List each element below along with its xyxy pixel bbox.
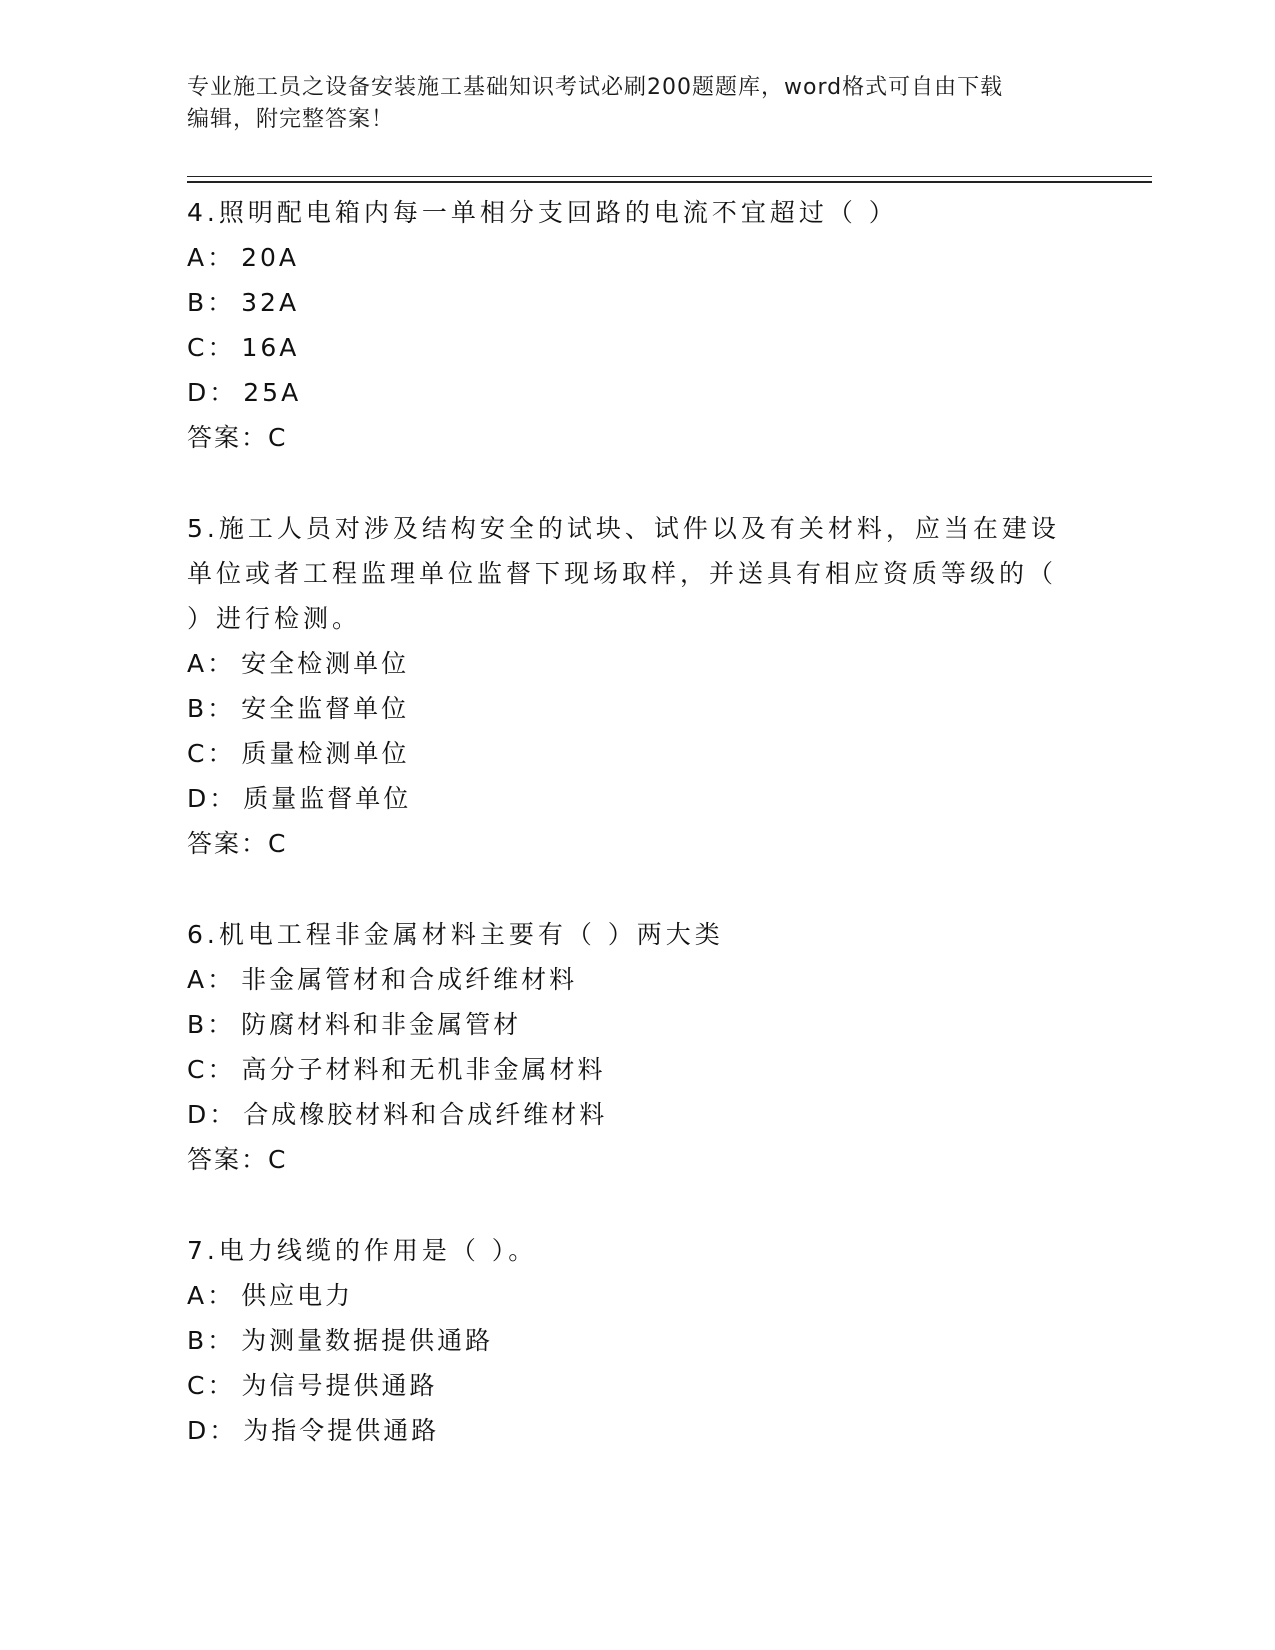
- option-letter: D：: [187, 1100, 238, 1129]
- question-7: [187, 1228, 1067, 1453]
- option-letter: C：: [187, 1371, 236, 1400]
- option-text: 32A: [241, 288, 300, 317]
- header-line-1: 专业施工员之设备安装施工基础知识考试必刷200题题库，word格式可自由下载: [187, 75, 1004, 100]
- option-text: 16A: [241, 333, 300, 362]
- option-text: 供应电力: [241, 1281, 354, 1310]
- option-text: 合成橡胶材料和合成纤维材料: [243, 1100, 608, 1129]
- option-b: [187, 280, 1067, 325]
- option-b: [187, 1318, 1067, 1363]
- question-5: [187, 506, 1067, 866]
- option-text: 25A: [243, 378, 302, 407]
- option-letter: B：: [187, 1326, 236, 1355]
- option-letter: A：: [187, 1281, 236, 1310]
- option-a: [187, 957, 1067, 1002]
- option-letter: A：: [187, 243, 236, 272]
- question-stem: 6.机电工程非金属材料主要有（ ）两大类: [187, 920, 724, 949]
- option-letter: A：: [187, 649, 236, 678]
- question-4: [187, 190, 1067, 460]
- question-stem: 5.施工人员对涉及结构安全的试块、试件以及有关材料，应当在建设单位或者工程监理单位监督下现场取样，并送具有相应资质等级的（ ）进行检测。: [187, 514, 1060, 633]
- option-d: [187, 1092, 1067, 1137]
- option-letter: C：: [187, 333, 236, 362]
- answer-line: 答案：C: [187, 423, 288, 452]
- option-d: [187, 776, 1067, 821]
- option-a: [187, 235, 1067, 280]
- option-d: [187, 370, 1067, 415]
- option-b: [187, 1002, 1067, 1047]
- option-text: 为测量数据提供通路: [241, 1326, 494, 1355]
- header-divider-thin: [187, 176, 1152, 177]
- answer-line: 答案：C: [187, 1145, 288, 1174]
- question-list: [187, 190, 1067, 1499]
- option-text: 质量监督单位: [243, 784, 412, 813]
- question-6: [187, 912, 1067, 1182]
- option-a: [187, 1273, 1067, 1318]
- option-c: [187, 325, 1067, 370]
- option-letter: B：: [187, 1010, 236, 1039]
- option-d: [187, 1408, 1067, 1453]
- option-text: 防腐材料和非金属管材: [241, 1010, 522, 1039]
- option-letter: C：: [187, 1055, 236, 1084]
- option-letter: D：: [187, 1416, 238, 1445]
- option-c: [187, 731, 1067, 776]
- option-letter: D：: [187, 378, 238, 407]
- document-header: [187, 72, 1067, 136]
- option-letter: B：: [187, 288, 236, 317]
- option-c: [187, 1363, 1067, 1408]
- option-b: [187, 686, 1067, 731]
- option-letter: A：: [187, 965, 236, 994]
- option-letter: C：: [187, 739, 236, 768]
- option-text: 20A: [241, 243, 300, 272]
- option-letter: D：: [187, 784, 238, 813]
- option-text: 质量检测单位: [241, 739, 410, 768]
- option-text: 为信号提供通路: [241, 1371, 438, 1400]
- option-text: 安全监督单位: [241, 694, 410, 723]
- option-text: 非金属管材和合成纤维材料: [241, 965, 578, 994]
- answer-line: 答案：C: [187, 829, 288, 858]
- header-divider-thick: [187, 181, 1152, 183]
- option-text: 为指令提供通路: [243, 1416, 440, 1445]
- header-line-2: 编辑，附完整答案！: [187, 107, 395, 132]
- option-text: 高分子材料和无机非金属材料: [241, 1055, 606, 1084]
- option-c: [187, 1047, 1067, 1092]
- option-text: 安全检测单位: [241, 649, 410, 678]
- option-letter: B：: [187, 694, 236, 723]
- question-stem: 4.照明配电箱内每一单相分支回路的电流不宜超过（ ）: [187, 198, 898, 227]
- question-stem: 7.电力线缆的作用是（ ）。: [187, 1236, 538, 1265]
- option-a: [187, 641, 1067, 686]
